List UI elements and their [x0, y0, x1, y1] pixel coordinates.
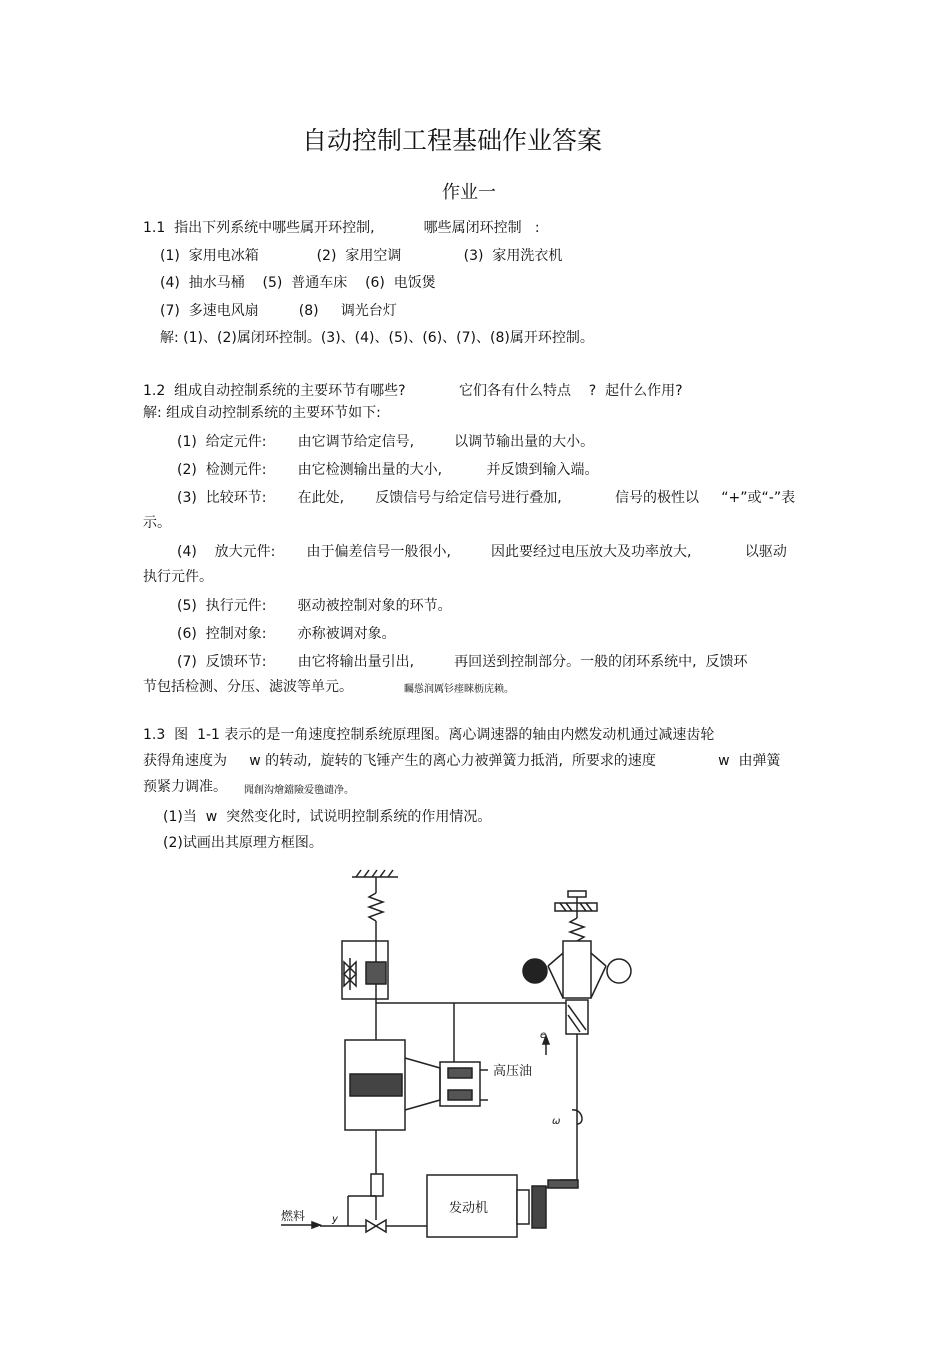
question-1-3-line1: 1.3 图 1-1 表示的是一角速度控制系统原理图。离心调速器的轴由内燃发动机通过减速齿轮 — [143, 727, 715, 743]
question-1-1: 1.1 指出下列系统中哪些属开环控制, 哪些属闭环控制 : — [143, 220, 540, 236]
answer-1-1: 解: (1)、(2)属闭环控制。(3)、(4)、(5)、(6)、(7)、(8)属开环控制。 — [160, 330, 594, 346]
answer-1-2-item5: (5) 执行元件: 驱动被控制对象的环节。 — [177, 598, 452, 614]
answer-1-2-item1: (1) 给定元件: 由它调节给定信号, 以调节输出量的大小。 — [177, 434, 595, 450]
speed-control-diagram — [270, 862, 650, 1242]
noise-text-2: 聞創沟燴鐺險爱氇谴净。 — [244, 785, 354, 796]
question-1-1-items-row3: (7) 多速电风扇 (8) 调光台灯 — [160, 303, 397, 319]
answer-1-2-item7-line2: 节包括检测、分压、滤波等单元。 — [143, 679, 353, 695]
section-heading: 作业一 — [442, 182, 496, 203]
question-1-3-line2: 获得角速度为 w 的转动, 旋转的飞锤产生的离心力被弹簧力抵消, 所要求的速度 w 由弹簧 — [143, 753, 781, 769]
answer-1-2-item6: (6) 控制对象: 亦称被调对象。 — [177, 626, 396, 642]
label-e: e — [540, 1030, 547, 1041]
question-1-1-items-row2: (4) 抽水马桶 (5) 普通车床 (6) 电饭煲 — [160, 275, 436, 291]
answer-1-2-item7-line1: (7) 反馈环节: 由它将输出量引出, 再回送到控制部分。一般的闭环系统中, 反馈环 — [177, 654, 748, 670]
answer-1-2-item3-line2: 示。 — [143, 515, 171, 531]
ground-hatch — [356, 870, 393, 877]
document-title: 自动控制工程基础作业答案 — [302, 126, 603, 155]
answer-1-2-item4-line1: (4) 放大元件: 由于偏差信号一般很小, 因此要经过电压放大及功率放大, 以驱动 — [177, 544, 787, 560]
label-y: y — [332, 1214, 338, 1225]
question-1-1-items-row1: (1) 家用电冰箱 (2) 家用空调 (3) 家用洗衣机 — [160, 248, 563, 264]
spring-governor — [570, 918, 584, 941]
label-high-pressure-oil: 高压油 — [493, 1064, 533, 1079]
question-1-2: 1.2 组成自动控制系统的主要环节有哪些? 它们各有什么特点 ? 起什么作用? — [143, 383, 683, 399]
label-fuel: 燃料 — [281, 1209, 306, 1223]
answer-1-2-item3-line1: (3) 比较环节: 在此处, 反馈信号与给定信号进行叠加, 信号的极性以 “+”或“-”表 — [177, 490, 796, 506]
answer-1-2-item2: (2) 检测元件: 由它检测输出量的大小, 并反馈到输入端。 — [177, 462, 599, 478]
question-1-3-line3: 预紧力调准。 — [143, 779, 227, 795]
answer-1-2-item4-line2: 执行元件。 — [143, 569, 213, 585]
label-engine: 发动机 — [449, 1201, 489, 1216]
answer-1-2-intro: 解: 组成自动控制系统的主要环节如下: — [143, 405, 381, 421]
spring-top-left — [369, 893, 383, 921]
noise-text-1: 矚慫润厲钐瘗睞枥庑赖。 — [404, 684, 514, 695]
label-omega: ω — [552, 1116, 561, 1127]
question-1-3-sub1: (1)当 w 突然变化时, 试说明控制系统的作用情况。 — [163, 809, 492, 825]
question-1-3-sub2: (2)试画出其原理方框图。 — [163, 835, 323, 851]
